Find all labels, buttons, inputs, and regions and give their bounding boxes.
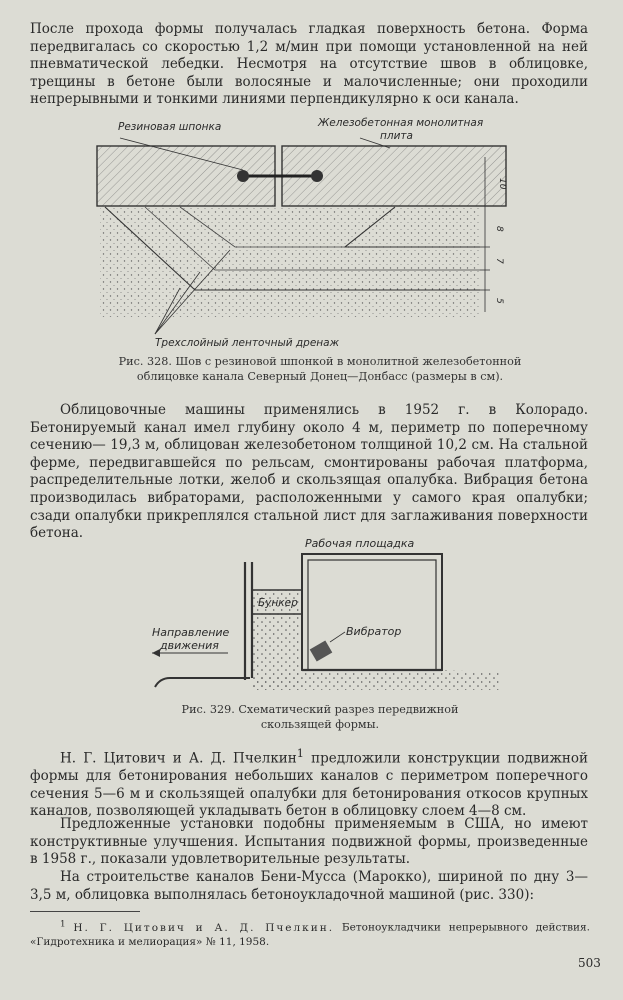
label-bunker: Бункер — [258, 597, 298, 609]
label-vibrator: Вибратор — [346, 625, 402, 638]
dim-8: 8 — [494, 226, 504, 232]
footnote-ref: 1 — [296, 747, 304, 760]
paragraph-form-passage: После прохода формы получалась гладкая поверхность бетона. Форма передвигалась со скоростью 1,2 м/мин при помощи установленной на ней пневматической лебедки. Несмотря на отсутствие швов в облицовке, трещины в бетоне были волосяные и малочисленные; они проходили непрерывными и тонкими линиями перпендикулярно к оси канала. — [30, 21, 588, 108]
figure-328-joint-diagram — [60, 112, 580, 352]
dim-5: 5 — [494, 298, 504, 304]
paragraph-usa-comparison: Предложенные установки подобны применяемым в США, но имеют конструктивные улучшения. Испытания подвижной формы, произведенные в 1958 г., показали удовлетворительные результаты. — [30, 816, 588, 868]
caption-328-line-2: облицовке канала Северный Донец—Донбасс (размеры в см). — [136, 369, 504, 383]
paragraph-tsitovich-pchelkin — [30, 745, 588, 821]
label-platform: Рабочая площадка — [305, 537, 415, 550]
direction-arrow-head — [152, 649, 160, 657]
label-direction-1: Направление — [152, 626, 230, 639]
leader-vibrator — [330, 632, 345, 642]
footnote-text: Бетоноукладчики непрерывного действия. «Гидротехника и мелиорация» № 11, 1958. — [30, 921, 590, 948]
rubber-key-bulb-right — [311, 170, 323, 182]
label-slab-2: плита — [380, 130, 413, 142]
paragraph-tsitovich-pchelkin-text: предложили конструкции подвижной формы для бетонирования небольших каналов с периметром поперечного сечения 5—6 м и скользящей опалубки для бетонирования откосов крупных каналов, позволяющей укладывать бетон в облицовку слоем 4—8 см. — [30, 750, 588, 820]
caption-figure-329 — [150, 703, 490, 732]
page-number: 503 — [578, 956, 601, 970]
concrete-layer — [252, 670, 500, 690]
authors-names: Н. Г. Цитович и А. Д. Пчелкин — [60, 750, 297, 767]
ground-body — [100, 207, 480, 317]
footnote-authors: Н. Г. Цитович и А. Д. Пчелкин. — [73, 921, 335, 934]
paragraph-beni-moussa: На строительстве каналов Бени-Мусса (Марокко), шириной по дну 3—3,5 м, облицовка выполнялась бетоноукладочной машиной (рис. 330): — [30, 869, 588, 903]
dim-7: 7 — [494, 258, 504, 264]
paragraph-colorado: Облицовочные машины применялись в 1952 г. в Колорадо. Бетонируемый канал имел глубину около 4 м, периметр по поперечному сечению— 19,3 м, облицован железобетоном толщиной 10,2 см. На стальной ферме, передвигавшейся по рельсам, смонтированы рабочая платформа, распределительные лотки, желоб и скользящая опалубка. Вибрация бетона производилась вибраторами, расположенными у самого края опалубки; сзади опалубки прикреплялся стальной лист для заглаживания поверхности бетона. — [30, 402, 588, 542]
label-direction-2: движения — [160, 639, 219, 652]
caption-328-line-1: Рис. 328. Шов с резиновой шпонкой в монолитной железобетонной — [118, 355, 522, 368]
label-rubber-key: Резиновая шпонка — [118, 121, 222, 133]
dim-10: 10 — [497, 178, 507, 190]
caption-329-line-2: скользящей формы. — [260, 717, 380, 731]
footnote-number: 1 — [60, 919, 66, 929]
footnote — [30, 917, 590, 949]
figure-329-form-diagram — [140, 532, 520, 702]
caption-329-line-1: Рис. 329. Схематический разрез передвижной — [181, 703, 459, 716]
footnote-divider — [30, 911, 140, 912]
rubber-key-bulb-left — [237, 170, 249, 182]
label-drain: Трехслойный ленточный дренаж — [155, 337, 340, 349]
label-slab-1: Железобетонная монолитная — [318, 117, 484, 129]
smoothing-sheet — [155, 678, 250, 687]
caption-figure-328 — [80, 355, 560, 384]
vibrator-body — [310, 640, 333, 661]
